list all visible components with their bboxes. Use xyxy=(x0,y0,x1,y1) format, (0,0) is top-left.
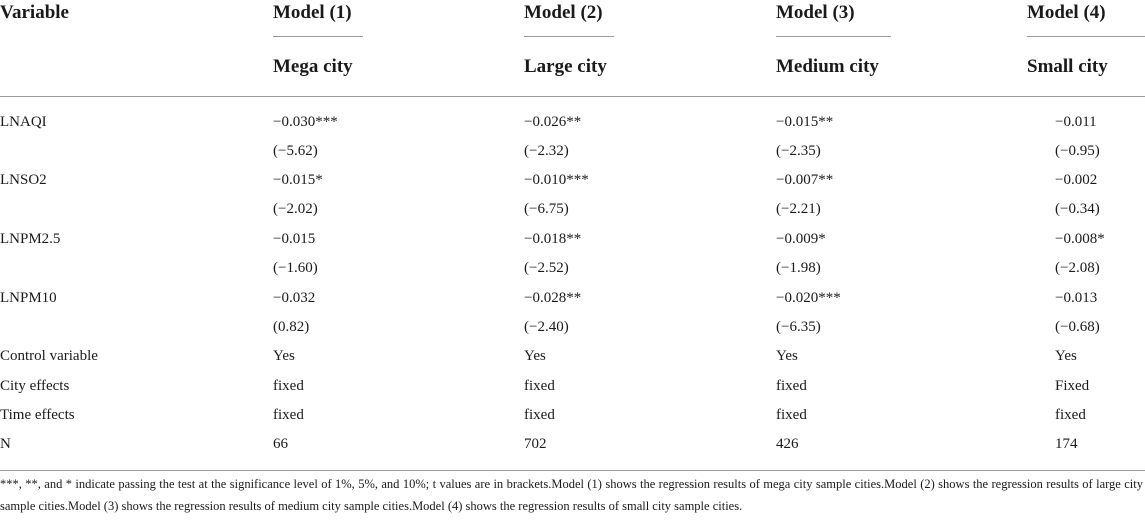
table-cell: (0.82) xyxy=(273,319,310,335)
header-bottom-rule xyxy=(0,96,1145,97)
table-cell: −0.002 xyxy=(1055,172,1098,188)
table-cell: −0.030*** xyxy=(273,114,338,130)
model-4-underline xyxy=(1027,36,1145,37)
row-label: LNPM2.5 xyxy=(0,231,61,247)
table-cell: (−5.62) xyxy=(273,143,318,159)
table-cell: 174 xyxy=(1055,436,1078,452)
model-3-underline xyxy=(776,36,891,37)
row-label: City effects xyxy=(0,378,70,394)
table-cell: (−0.95) xyxy=(1055,143,1100,159)
table-cell: (−1.98) xyxy=(776,260,821,276)
table-cell: −0.015** xyxy=(776,114,834,130)
table-cell: −0.008* xyxy=(1055,231,1105,247)
table-cell: fixed xyxy=(776,378,807,394)
header-model-4: Model (4) xyxy=(1027,2,1106,23)
table-cell: (−0.34) xyxy=(1055,201,1100,217)
model-1-underline xyxy=(273,36,363,37)
table-cell: (−2.02) xyxy=(273,201,318,217)
table-cell: −0.015* xyxy=(273,172,323,188)
table-cell: Yes xyxy=(524,348,546,364)
table-cell: Fixed xyxy=(1055,378,1090,394)
header-variable: Variable xyxy=(0,2,69,23)
table-footnote: ***, **, and * indicate passing the test at the significance level of 1%, 5%, and 10%; t values are in brackets.Model (1) shows the regression results of mega city sample cities.Model (2) shows the regression results of large city sample cities.Model (3) shows the regression results of medium city sample cities.Model (4) shows the regression results of small city sample cities. xyxy=(0,477,1143,513)
table-cell: −0.013 xyxy=(1055,290,1098,306)
table-cell: −0.009* xyxy=(776,231,826,247)
table-cell: 66 xyxy=(273,436,288,452)
header-model-1: Model (1) xyxy=(273,2,352,23)
table-cell: Yes xyxy=(273,348,295,364)
table-cell: (−1.60) xyxy=(273,260,318,276)
table-cell: (−0.68) xyxy=(1055,319,1100,335)
table-cell: (−2.52) xyxy=(524,260,569,276)
row-label: N xyxy=(0,436,11,452)
table-cell: 702 xyxy=(524,436,547,452)
table-cell: (−2.35) xyxy=(776,143,821,159)
table-cell: −0.011 xyxy=(1055,114,1097,130)
table-cell: −0.015 xyxy=(273,231,316,247)
table-cell: fixed xyxy=(273,407,304,423)
header-model-3: Model (3) xyxy=(776,2,855,23)
table-cell: −0.026** xyxy=(524,114,582,130)
table-cell: (−2.32) xyxy=(524,143,569,159)
table-cell: (−6.75) xyxy=(524,201,569,217)
table-cell: −0.007** xyxy=(776,172,834,188)
header-sub-large-city: Large city xyxy=(524,56,607,77)
table-cell: (−2.40) xyxy=(524,319,569,335)
table-cell: fixed xyxy=(524,407,555,423)
model-2-underline xyxy=(524,36,614,37)
table-cell: (−2.08) xyxy=(1055,260,1100,276)
table-cell: 426 xyxy=(776,436,799,452)
table-cell: −0.020*** xyxy=(776,290,841,306)
table-cell: (−6.35) xyxy=(776,319,821,335)
table-cell: −0.032 xyxy=(273,290,316,306)
table-cell: fixed xyxy=(524,378,555,394)
header-model-2: Model (2) xyxy=(524,2,603,23)
row-label: Control variable xyxy=(0,348,98,364)
row-label: LNAQI xyxy=(0,114,47,130)
row-label: LNPM10 xyxy=(0,290,57,306)
row-label: Time effects xyxy=(0,407,75,423)
table-cell: Yes xyxy=(776,348,798,364)
table-cell: Yes xyxy=(1055,348,1077,364)
table-cell: (−2.21) xyxy=(776,201,821,217)
table-cell: −0.028** xyxy=(524,290,582,306)
table-cell: fixed xyxy=(273,378,304,394)
header-sub-mega-city: Mega city xyxy=(273,56,353,77)
table-cell: fixed xyxy=(1055,407,1086,423)
table-cell: −0.018** xyxy=(524,231,582,247)
row-label: LNSO2 xyxy=(0,172,47,188)
header-sub-medium-city: Medium city xyxy=(776,56,879,77)
table-cell: −0.010*** xyxy=(524,172,589,188)
header-sub-small-city: Small city xyxy=(1027,56,1108,77)
table-bottom-rule xyxy=(0,470,1145,471)
table-cell: fixed xyxy=(776,407,807,423)
